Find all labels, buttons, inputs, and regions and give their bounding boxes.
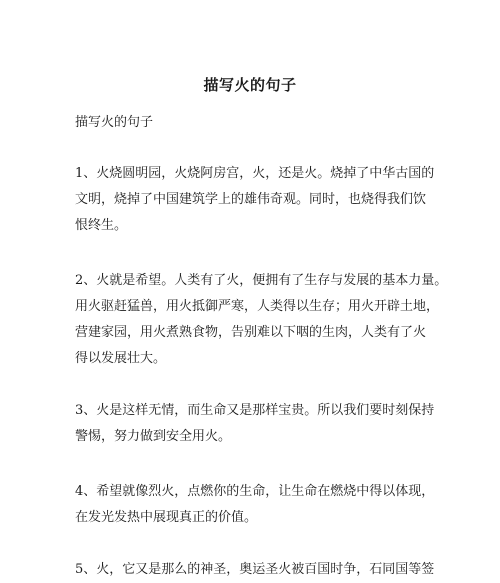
paragraph-1: [75, 161, 435, 239]
paragraph-line: 在发光发热中展现真正的价值。: [75, 510, 258, 525]
paragraph-line: 用火驱赶猛兽，用火抵御严寒，人类得以生存；用火开辟土地，: [75, 299, 440, 314]
paragraph-4: [75, 479, 435, 531]
paragraph-5: [75, 557, 435, 583]
paragraph-line: 1、火烧圆明园，火烧阿房宫，火，还是火。烧掉了中华古国的: [75, 166, 435, 181]
paragraph-line: 得以发展壮大。: [75, 351, 167, 366]
paragraph-line: 营建家园，用火煮熟食物，告别难以下咽的生肉，人类有了火: [75, 325, 427, 340]
paragraph-line: 恨终生。: [75, 218, 128, 233]
document-title: 描写火的句子: [203, 76, 297, 94]
paragraph-line: 2、火就是希望。人类有了火，便拥有了生存与发展的基本力量。: [75, 273, 448, 288]
paragraph-line: 警惕，努力做到安全用火。: [75, 429, 232, 444]
paragraph-3: [75, 398, 435, 450]
paragraph-2: [75, 268, 448, 372]
document-subtitle: 描写火的句子: [75, 115, 154, 130]
paragraph-line: 5、火，它又是那么的神圣，奥运圣火被百国时争，石同国等签: [75, 562, 435, 577]
paragraph-line: 文明，烧掉了中国建筑学上的雄伟奇观。同时，也烧得我们饮: [75, 192, 427, 207]
paragraph-line: 4、希望就像烈火，点燃你的生命，让生命在燃烧中得以体现，: [75, 484, 435, 499]
paragraph-line: 3、火是这样无情，而生命又是那样宝贵。所以我们要时刻保持: [75, 403, 435, 418]
